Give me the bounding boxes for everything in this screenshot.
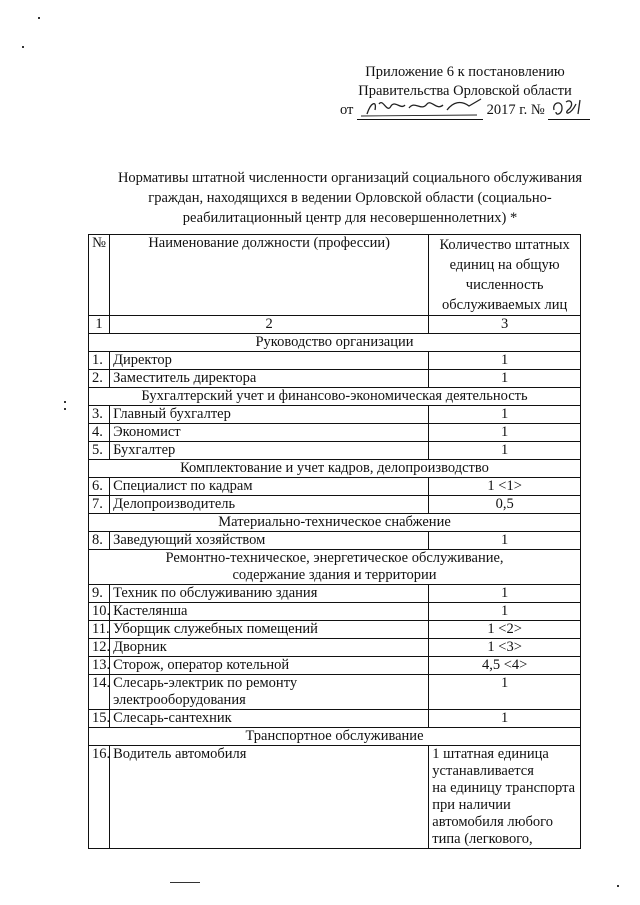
- section-row: [89, 550, 581, 585]
- table-row: [89, 424, 581, 442]
- row-position-name: Бухгалтер: [110, 442, 429, 460]
- table-row: [89, 621, 581, 639]
- title-line-3: реабилитационный центр для несовершеннолетних) *: [182, 210, 518, 226]
- section-row: [89, 728, 581, 746]
- appendix-from-label: от: [340, 102, 354, 118]
- section-row: [89, 388, 581, 406]
- handwritten-number-mark: [548, 96, 590, 120]
- row-number: 11.: [89, 621, 110, 639]
- row-number: 7.: [89, 496, 110, 514]
- row-quantity-line: при наличии: [432, 797, 511, 813]
- title-line-1: Нормативы штатной численности организаций социального обслуживания: [117, 170, 583, 186]
- section-title-line-1: Ремонтно-техническое, энергетическое обслуживание,: [165, 550, 504, 566]
- row-position-name: Дворник: [110, 639, 429, 657]
- scan-mark: [617, 885, 619, 887]
- row-number: 10.: [89, 603, 110, 621]
- row-quantity: 1: [429, 675, 581, 710]
- appendix-date-line: [340, 101, 590, 120]
- column-index-cell: 2: [110, 316, 429, 334]
- row-number: 8.: [89, 532, 110, 550]
- table-row: [89, 496, 581, 514]
- row-position-name: Слесарь-сантехник: [110, 710, 429, 728]
- row-quantity: 1: [429, 370, 581, 388]
- section-title: Материально-техническое снабжение: [89, 514, 581, 532]
- table-row: [89, 478, 581, 496]
- scan-mark: [64, 408, 66, 410]
- table-row: [89, 639, 581, 657]
- section-title: Руководство организации: [89, 334, 581, 352]
- row-number: 5.: [89, 442, 110, 460]
- header-number: №: [89, 235, 110, 316]
- row-quantity: 1: [429, 585, 581, 603]
- section-title: Бухгалтерский учет и финансово-экономическая деятельность: [89, 388, 581, 406]
- header-staff-quantity: Количество штатных единиц на общую численность обслуживаемых лиц: [429, 235, 581, 316]
- section-row: [89, 514, 581, 532]
- row-position-name-line-2: электрооборудования: [113, 692, 246, 708]
- appendix-year-label: 2017 г. №: [486, 102, 545, 118]
- document-title: [100, 168, 600, 228]
- title-line-2: граждан, находящихся в ведении Орловской области (социально-: [148, 190, 552, 206]
- row-position-name: Главный бухгалтер: [110, 406, 429, 424]
- row-quantity: 1: [429, 603, 581, 621]
- row-position-name: Делопроизводитель: [110, 496, 429, 514]
- column-index-row: [89, 316, 581, 334]
- table-row: [89, 442, 581, 460]
- row-number: 16.: [89, 746, 110, 849]
- appendix-line-2: Правительства Орловской области: [358, 83, 572, 99]
- row-position-name: Заведующий хозяйством: [110, 532, 429, 550]
- table-row: [89, 370, 581, 388]
- staffing-norms-table: [88, 234, 581, 849]
- row-position-name: Кастелянша: [110, 603, 429, 621]
- row-position-name: Экономист: [110, 424, 429, 442]
- row-quantity-line: автомобиля любого: [432, 814, 553, 830]
- row-position-name: Сторож, оператор котельной: [110, 657, 429, 675]
- row-number: 2.: [89, 370, 110, 388]
- row-position-name: Водитель автомобиля: [110, 746, 429, 849]
- row-position-name: Директор: [110, 352, 429, 370]
- row-number: 4.: [89, 424, 110, 442]
- row-number: 9.: [89, 585, 110, 603]
- appendix-line-1: Приложение 6 к постановлению: [365, 64, 565, 80]
- row-position-name: Специалист по кадрам: [110, 478, 429, 496]
- row-position-name-line-1: Слесарь-электрик по ремонту: [113, 675, 298, 691]
- row-position-name: Заместитель директора: [110, 370, 429, 388]
- handwritten-date-signature: [357, 102, 483, 120]
- row-quantity-line: 1 штатная единица: [432, 746, 549, 762]
- row-number: 13.: [89, 657, 110, 675]
- table-row: [89, 710, 581, 728]
- section-row: [89, 460, 581, 478]
- section-title: Транспортное обслуживание: [89, 728, 581, 746]
- row-quantity: 1 <2>: [429, 621, 581, 639]
- header-position-name: Наименование должности (профессии): [110, 235, 429, 316]
- row-quantity: 1: [429, 442, 581, 460]
- row-quantity: 1: [429, 710, 581, 728]
- row-quantity: 1: [429, 532, 581, 550]
- scan-mark: [64, 401, 66, 403]
- section-title-line-2: содержание здания и территории: [232, 567, 437, 583]
- row-quantity: 1: [429, 352, 581, 370]
- section-title: Комплектование и учет кадров, делопроизводство: [89, 460, 581, 478]
- table-row: [89, 746, 581, 849]
- row-number: 12.: [89, 639, 110, 657]
- row-position-name: Уборщик служебных помещений: [110, 621, 429, 639]
- scan-mark: [22, 46, 24, 48]
- row-quantity-line: типа (легкового,: [432, 831, 533, 847]
- row-number: 14.: [89, 675, 110, 710]
- row-quantity: 1: [429, 424, 581, 442]
- row-number: 15.: [89, 710, 110, 728]
- row-quantity-line: устанавливается: [432, 763, 534, 779]
- table-row: [89, 352, 581, 370]
- row-number: 3.: [89, 406, 110, 424]
- row-position-name: [110, 675, 429, 710]
- table-row: [89, 406, 581, 424]
- section-title: [89, 550, 581, 585]
- row-quantity: 1 <1>: [429, 478, 581, 496]
- table-row: [89, 585, 581, 603]
- scan-mark: [170, 882, 200, 883]
- handwritten-number-signature: [548, 102, 590, 120]
- section-row: [89, 334, 581, 352]
- table-row: [89, 532, 581, 550]
- column-index-cell: 3: [429, 316, 581, 334]
- row-quantity: 0,5: [429, 496, 581, 514]
- table-row: [89, 657, 581, 675]
- row-quantity: 1: [429, 406, 581, 424]
- appendix-block: [340, 63, 590, 120]
- table-header-row: [89, 235, 581, 316]
- scan-mark: [38, 17, 40, 19]
- table-row: [89, 675, 581, 710]
- row-quantity-line: на единицу транспорта: [432, 780, 576, 796]
- column-index-cell: 1: [89, 316, 110, 334]
- row-quantity: [429, 746, 581, 849]
- table-row: [89, 603, 581, 621]
- row-quantity: 1 <3>: [429, 639, 581, 657]
- row-number: 1.: [89, 352, 110, 370]
- row-position-name: Техник по обслуживанию здания: [110, 585, 429, 603]
- row-number: 6.: [89, 478, 110, 496]
- handwritten-date-mark: [357, 96, 483, 120]
- row-quantity: 4,5 <4>: [429, 657, 581, 675]
